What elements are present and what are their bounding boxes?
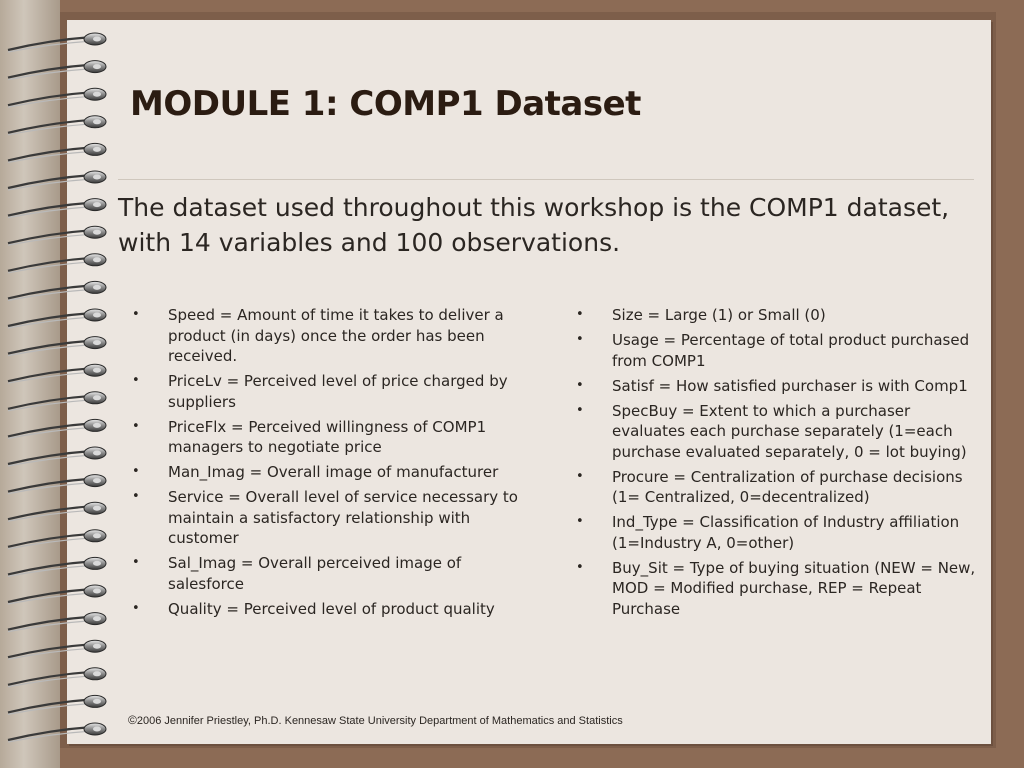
list-item: • Man_Imag = Overall image of manufacturer [132, 462, 530, 483]
list-item: • Service = Overall level of service necessary to maintain a satisfactory relationship with customer [132, 487, 530, 549]
list-item: • Usage = Percentage of total product purchased from COMP1 [576, 330, 976, 371]
spiral-binding-icon [0, 18, 115, 748]
left-variable-list [132, 305, 530, 624]
list-item: • PriceFlx = Perceived willingness of COMP1 managers to negotiate price [132, 417, 530, 458]
list-item: • Size = Large (1) or Small (0) [576, 305, 976, 326]
list-item: • SpecBuy = Extent to which a purchaser evaluates each purchase separately (1=each purchase evaluated separately, 0 = lot buying) [576, 401, 976, 463]
list-item: • Satisf = How satisfied purchaser is with Comp1 [576, 376, 976, 397]
footer-text: 2006 Jennifer Priestley, Ph.D. Kennesaw State University Department of Mathematics and Statistics [136, 715, 623, 727]
copyright-symbol: © [128, 713, 137, 727]
list-item: • Ind_Type = Classification of Industry affiliation (1=Industry A, 0=other) [576, 512, 976, 553]
right-variable-list [576, 305, 976, 624]
list-item: • Procure = Centralization of purchase decisions (1= Centralized, 0=decentralized) [576, 467, 976, 508]
list-item: • Speed = Amount of time it takes to deliver a product (in days) once the order has been received. [132, 305, 530, 367]
list-item: • PriceLv = Perceived level of price charged by suppliers [132, 371, 530, 412]
list-item: • Quality = Perceived level of product quality [132, 599, 530, 620]
list-item: • Buy_Sit = Type of buying situation (NEW = New, MOD = Modified purchase, REP = Repeat Purchase [576, 558, 976, 620]
title-divider [118, 179, 974, 180]
page-title: MODULE 1: COMP1 Dataset [130, 84, 641, 124]
list-item: • Sal_Imag = Overall perceived image of salesforce [132, 553, 530, 594]
footer-copyright [128, 713, 623, 727]
intro-text: The dataset used throughout this workshop is the COMP1 dataset, with 14 variables and 100 observations. [118, 193, 950, 257]
